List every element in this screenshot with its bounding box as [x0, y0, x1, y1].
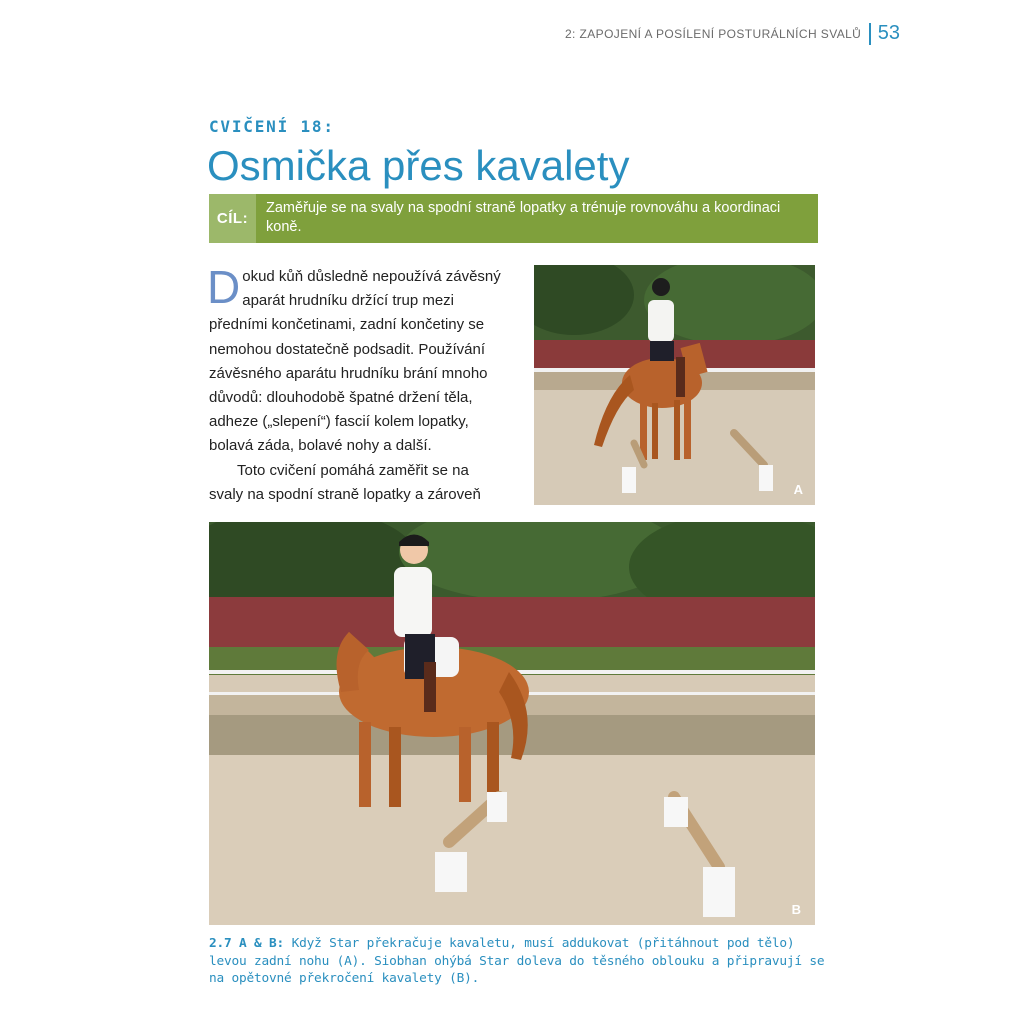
header-divider: [869, 23, 871, 45]
photo-b-label: B: [791, 902, 801, 917]
photo-b: [209, 522, 815, 925]
chapter-title: 2: ZAPOJENÍ A POSÍLENÍ POSTURÁLNÍCH SVALŮ: [564, 26, 862, 41]
figure-caption: [209, 935, 829, 988]
page-number: 53: [877, 22, 900, 44]
paragraph-1: [207, 261, 505, 459]
photo-a-image: [534, 265, 815, 505]
goal-label: CÍL:: [209, 194, 256, 243]
exercise-title: Osmička přes kavalety: [207, 142, 630, 189]
caption-reference: 2.7 A & B:: [209, 936, 285, 951]
photo-a-label: A: [793, 482, 803, 497]
photo-a: [534, 265, 815, 505]
paragraph-2: Toto cvičení pomáhá zaměřit se na svaly na spodní straně lopatky a zároveň: [209, 461, 481, 503]
exercise-label: CVIČENÍ 18:: [209, 117, 335, 136]
goal-box: [209, 194, 818, 243]
paragraph-1-text: okud kůň důsledně nepoužívá závěsný aparát hrudníku držící trup mezi předními končetinami, zadní končetiny se nemohou dostatečně podsadit. Používání závěsného aparátu hrudníku brání mnoho důvodů: dlouhodobě špatné držení těla, adheze („slepení“) fascií kolem lopatky, bolavá záda, bolavé nohy a další.: [209, 268, 501, 455]
goal-text: Zaměřuje se na svaly na spodní straně lopatky a trénuje rovnováhu a koordinaci koně.: [266, 200, 781, 235]
drop-cap: D: [207, 261, 241, 313]
caption-text: Když Star překračuje kavaletu, musí addukovat (přitáhnout pod tělo) levou zadní nohu (A). Siobhan ohýbá Star doleva do těsného oblouku a připravují se na opětovné překročení kavalety (B).: [209, 936, 825, 986]
photo-b-image: [209, 522, 815, 925]
running-header: [565, 22, 900, 45]
body-text: [207, 261, 505, 507]
